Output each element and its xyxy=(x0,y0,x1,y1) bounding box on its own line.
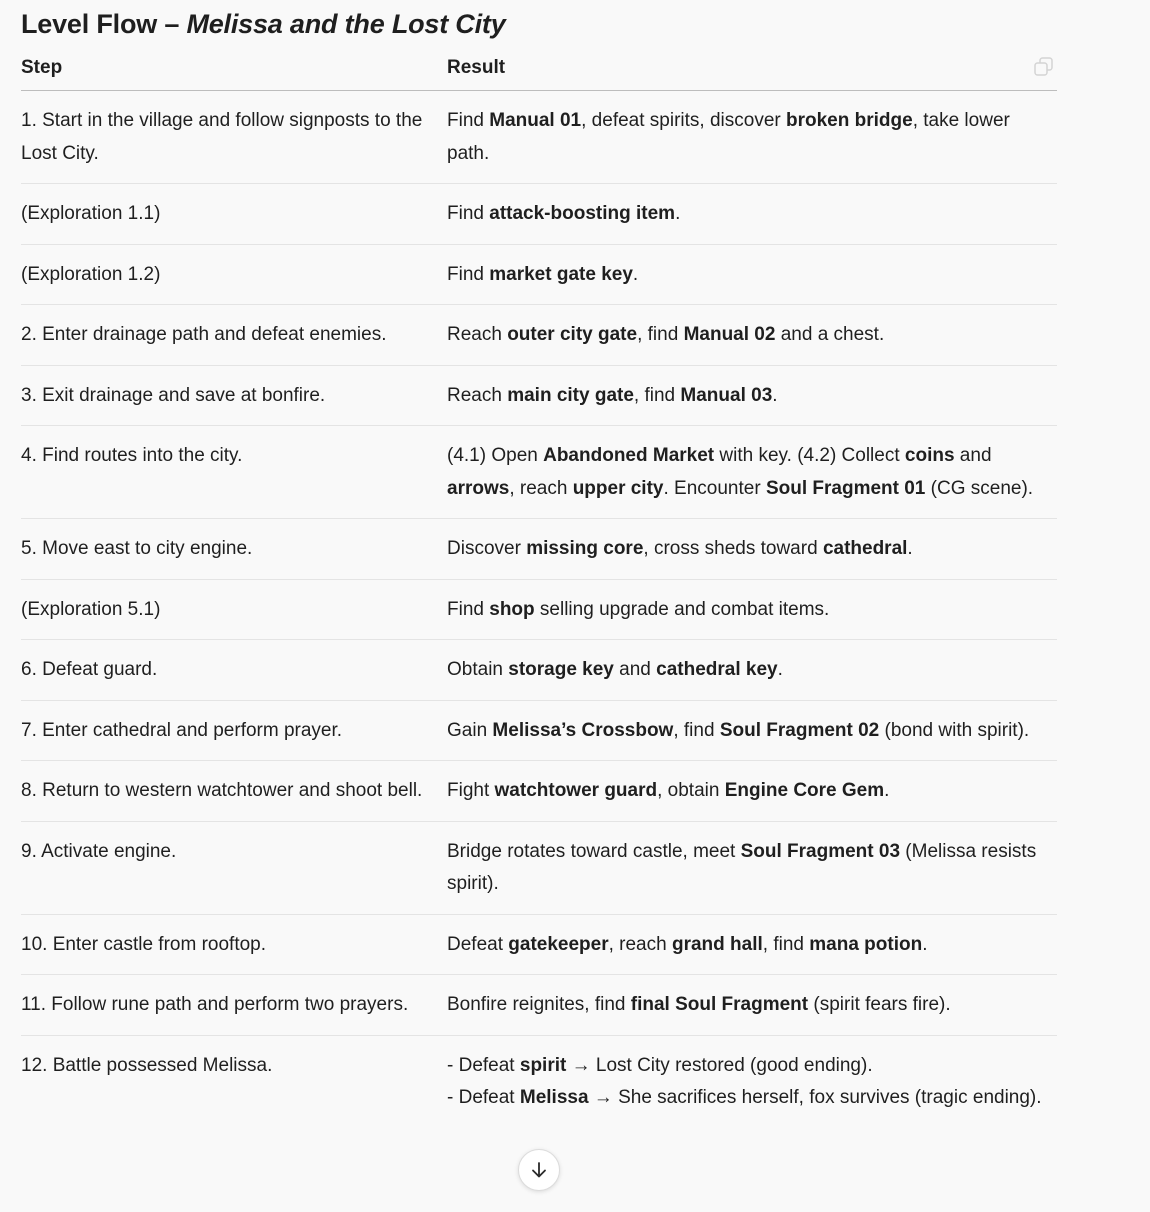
title-prefix: Level Flow – xyxy=(21,9,187,39)
result-text: . xyxy=(777,659,783,680)
result-text: Discover xyxy=(447,538,527,559)
page-title xyxy=(21,0,1057,46)
result-text: . xyxy=(772,384,778,406)
result-cell xyxy=(447,579,1057,640)
result-text: → Lost City restored (good ending). xyxy=(566,1054,873,1076)
step-cell: 10. Enter castle from rooftop. xyxy=(21,914,447,975)
result-text: (CG scene). xyxy=(925,477,1034,499)
result-text: , reach xyxy=(608,933,672,955)
result-text: , find xyxy=(673,719,720,741)
result-cell xyxy=(447,305,1057,366)
table-row xyxy=(21,975,1057,1036)
table-row xyxy=(21,914,1057,975)
result-highlight: Soul Fragment 03 xyxy=(740,840,901,862)
result-text: . xyxy=(675,203,681,224)
result-text: . xyxy=(922,933,928,955)
result-cell xyxy=(447,821,1057,914)
result-cell xyxy=(447,761,1057,822)
result-highlight: Engine Core Gem xyxy=(724,780,885,801)
result-highlight: grand hall xyxy=(671,933,763,955)
table-row xyxy=(21,244,1057,305)
document xyxy=(21,0,1057,1128)
step-cell: 5. Move east to city engine. xyxy=(21,519,447,580)
result-highlight: Manual 01 xyxy=(489,110,582,131)
result-highlight: cathedral key xyxy=(656,659,778,680)
step-cell: (Exploration 1.2) xyxy=(21,244,447,305)
result-text: , find xyxy=(633,384,681,406)
result-highlight: Soul Fragment 02 xyxy=(719,719,880,741)
table-row xyxy=(21,821,1057,914)
step-cell: 4. Find routes into the city. xyxy=(21,426,447,519)
result-text: , find xyxy=(637,324,684,345)
result-highlight: Manual 03 xyxy=(680,384,773,406)
result-cell xyxy=(447,640,1057,701)
result-cell xyxy=(447,1035,1057,1128)
result-text: selling upgrade and combat items. xyxy=(534,598,830,620)
table-row xyxy=(21,305,1057,366)
result-text: , find xyxy=(762,933,810,955)
step-cell: 3. Exit drainage and save at bonfire. xyxy=(21,365,447,426)
result-highlight: final Soul Fragment xyxy=(630,994,809,1015)
copy-icon xyxy=(1033,56,1055,78)
level-flow-table-container xyxy=(21,46,1057,1128)
result-text: . xyxy=(884,780,890,801)
result-text: Find xyxy=(447,203,490,224)
result-cell xyxy=(447,91,1057,184)
result-text: . Encounter xyxy=(663,477,766,499)
result-text: with key. (4.2) Collect xyxy=(714,445,905,466)
result-text: Find xyxy=(447,110,490,131)
table-header-row xyxy=(21,46,1057,91)
result-text: Reach xyxy=(447,324,508,345)
result-cell xyxy=(447,244,1057,305)
result-highlight: storage key xyxy=(508,659,614,680)
copy-table-button[interactable] xyxy=(1031,54,1057,80)
result-text: Reach xyxy=(447,384,508,406)
result-text: , defeat spirits, discover xyxy=(581,110,786,131)
result-text: (bond with spirit). xyxy=(879,719,1030,741)
result-cell xyxy=(447,700,1057,761)
result-highlight: Soul Fragment 01 xyxy=(765,477,926,499)
result-highlight: Melissa’s Crossbow xyxy=(492,719,674,741)
result-highlight: attack-boosting item xyxy=(489,203,676,224)
result-highlight: Manual 02 xyxy=(683,324,776,345)
table-row xyxy=(21,91,1057,184)
result-text: , cross sheds toward xyxy=(643,538,823,559)
result-cell xyxy=(447,914,1057,975)
result-text: (4.1) Open xyxy=(447,445,544,466)
result-text: - Defeat xyxy=(447,1054,520,1076)
result-cell xyxy=(447,365,1057,426)
result-text: Bonfire reignites, find xyxy=(447,994,631,1015)
result-highlight: shop xyxy=(489,598,535,620)
result-text: and xyxy=(613,659,657,680)
result-highlight: missing core xyxy=(526,538,644,559)
step-cell: 12. Battle possessed Melissa. xyxy=(21,1054,273,1076)
result-highlight: coins xyxy=(904,445,955,466)
result-text: and a chest. xyxy=(775,324,885,345)
result-text: Find xyxy=(447,263,490,285)
table-row xyxy=(21,640,1057,701)
scroll-to-bottom-button[interactable] xyxy=(518,1149,560,1191)
result-highlight: broken bridge xyxy=(786,110,913,131)
result-highlight: Melissa xyxy=(519,1087,589,1108)
level-flow-table xyxy=(21,46,1057,1128)
step-cell: 7. Enter cathedral and perform prayer. xyxy=(21,700,447,761)
table-row xyxy=(21,579,1057,640)
table-row xyxy=(21,700,1057,761)
result-text: and xyxy=(954,445,992,466)
result-highlight: arrows xyxy=(447,477,510,499)
step-cell: 9. Activate engine. xyxy=(21,821,447,914)
result-text: Gain xyxy=(447,719,493,741)
step-cell: 8. Return to western watchtower and shoot bell. xyxy=(21,761,447,822)
step-cell: 6. Defeat guard. xyxy=(21,640,447,701)
step-cell: (Exploration 5.1) xyxy=(21,579,447,640)
table-row xyxy=(21,519,1057,580)
result-text: Defeat xyxy=(447,933,509,955)
result-highlight: spirit xyxy=(519,1054,567,1076)
step-cell: (Exploration 1.1) xyxy=(21,184,447,245)
result-highlight: cathedral xyxy=(822,538,908,559)
result-text: . xyxy=(632,263,639,285)
result-cell xyxy=(447,519,1057,580)
arrow-down-icon xyxy=(529,1160,549,1180)
result-highlight: market gate key xyxy=(489,263,633,285)
table-row xyxy=(21,1035,1057,1128)
result-cell xyxy=(447,184,1057,245)
result-highlight: mana potion xyxy=(809,933,923,955)
result-text: Obtain xyxy=(447,659,509,680)
table-row xyxy=(21,365,1057,426)
step-cell: 11. Follow rune path and perform two prayers. xyxy=(21,975,447,1036)
result-highlight: upper city xyxy=(572,477,664,499)
result-text: . xyxy=(907,538,913,559)
result-text: (Melissa resists spirit). xyxy=(447,840,1037,894)
step-cell: 2. Enter drainage path and defeat enemies. xyxy=(21,305,447,366)
table-row xyxy=(21,761,1057,822)
result-text: , take lower path. xyxy=(447,110,1010,164)
result-text: Find xyxy=(447,598,490,620)
result-highlight: Abandoned Market xyxy=(543,445,715,466)
table-row xyxy=(21,426,1057,519)
step-cell: 1. Start in the village and follow signposts to the Lost City. xyxy=(21,91,447,184)
column-header-step: Step xyxy=(21,46,447,91)
table-row xyxy=(21,184,1057,245)
column-header-result: Result xyxy=(447,46,1057,91)
title-italic: Melissa and the Lost City xyxy=(186,9,506,39)
result-cell xyxy=(447,975,1057,1036)
result-text: , reach xyxy=(509,477,573,499)
result-text: - Defeat xyxy=(447,1087,520,1108)
result-cell xyxy=(447,426,1057,519)
result-highlight: outer city gate xyxy=(507,324,638,345)
result-text: (spirit fears fire). xyxy=(808,994,951,1015)
result-highlight: watchtower guard xyxy=(494,780,658,801)
result-highlight: main city gate xyxy=(507,384,634,406)
result-text: , obtain xyxy=(657,780,725,801)
result-text: → She sacrifices herself, fox survives (tragic ending). xyxy=(588,1087,1042,1108)
result-text: Fight xyxy=(447,780,495,801)
result-highlight: gatekeeper xyxy=(508,933,609,955)
result-text: Bridge rotates toward castle, meet xyxy=(447,840,741,862)
